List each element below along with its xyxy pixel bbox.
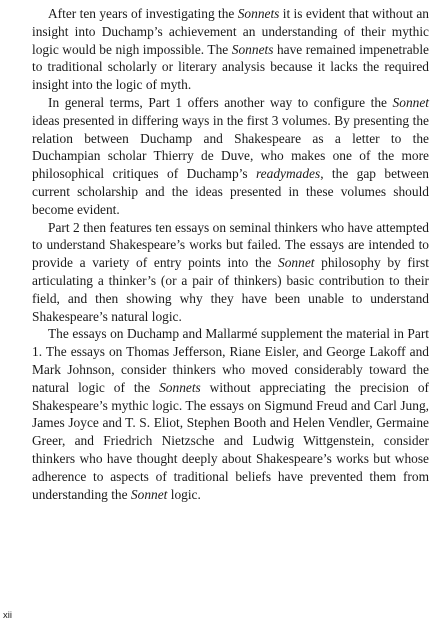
text-run: After ten years of investigating the [48,6,238,21]
text-run: ideas presented in differing ways in the first 3 volumes. By presenting the relation between Duchamp and Shakespeare as a letter to the Duchampian scholar Thierry de Duve, who makes one of the more philosophical critiques of Duchamp’s [32,112,429,182]
italic-run: readymades [255,166,321,182]
page-number: xii [3,610,12,621]
italic-run: Sonnet [392,94,429,110]
paragraph-3 [32,219,429,326]
text-run: without appreciating the precision of Shakespeare’s mythic logic. The essays on Sigmund Freud and Carl Jung, James Joyce and T. S. Eliot, Stephen Booth and Helen Vendler, Germaine Greer, and Friedrich Nietzsche and Ludwig Wittgenstein, consider thinkers who have thought deeply about Shakespeare’s works but whose adherence to aspects of traditional beliefs have prevented them from understanding the [32,379,429,502]
paragraph-1 [32,5,429,94]
text-run: logic. [167,486,201,502]
text-run: The essays on Duchamp and Mallarmé supplement the material in Part 1. The essays on Thomas Jefferson, Riane Eisler, and George Lakoff and Mark Johnson, consider thinkers who moved considerably toward the natural logic of the [32,326,429,395]
text-run: it is evident that without an insight into Duchamp’s achievement an understanding of their mythic logic would be nigh impossible. The [32,6,429,57]
text-run: Part 2 then features ten essays on seminal thinkers who have attempted to understand Shakespeare’s works but failed. The essays are intended to provide a variety of entry points into the [32,219,429,271]
italic-run: Sonnets [237,6,280,21]
text-run: have remained impenetrable to traditional scholarly or literary analysis because it lacks the required insight into the logic of myth. [32,41,429,93]
italic-run: Sonnets [159,379,201,395]
text-run: , the gap between current scholarship and the ideas presented in these volumes should become evident. [32,166,430,217]
paragraph-2 [32,94,429,219]
paragraph-4 [32,325,429,503]
italic-run: Sonnet [278,255,315,271]
body-text [32,5,429,503]
italic-run: Sonnets [231,41,274,57]
text-run: In general terms, Part 1 offers another way to configure the [48,94,393,110]
text-run: philosophy by first articulating a thinker’s (or a pair of thinkers) basic contribution to their field, and then showing why they have been unable to understand Shakespeare’s natural logic. [32,255,429,324]
italic-run: Sonnet [130,486,168,502]
